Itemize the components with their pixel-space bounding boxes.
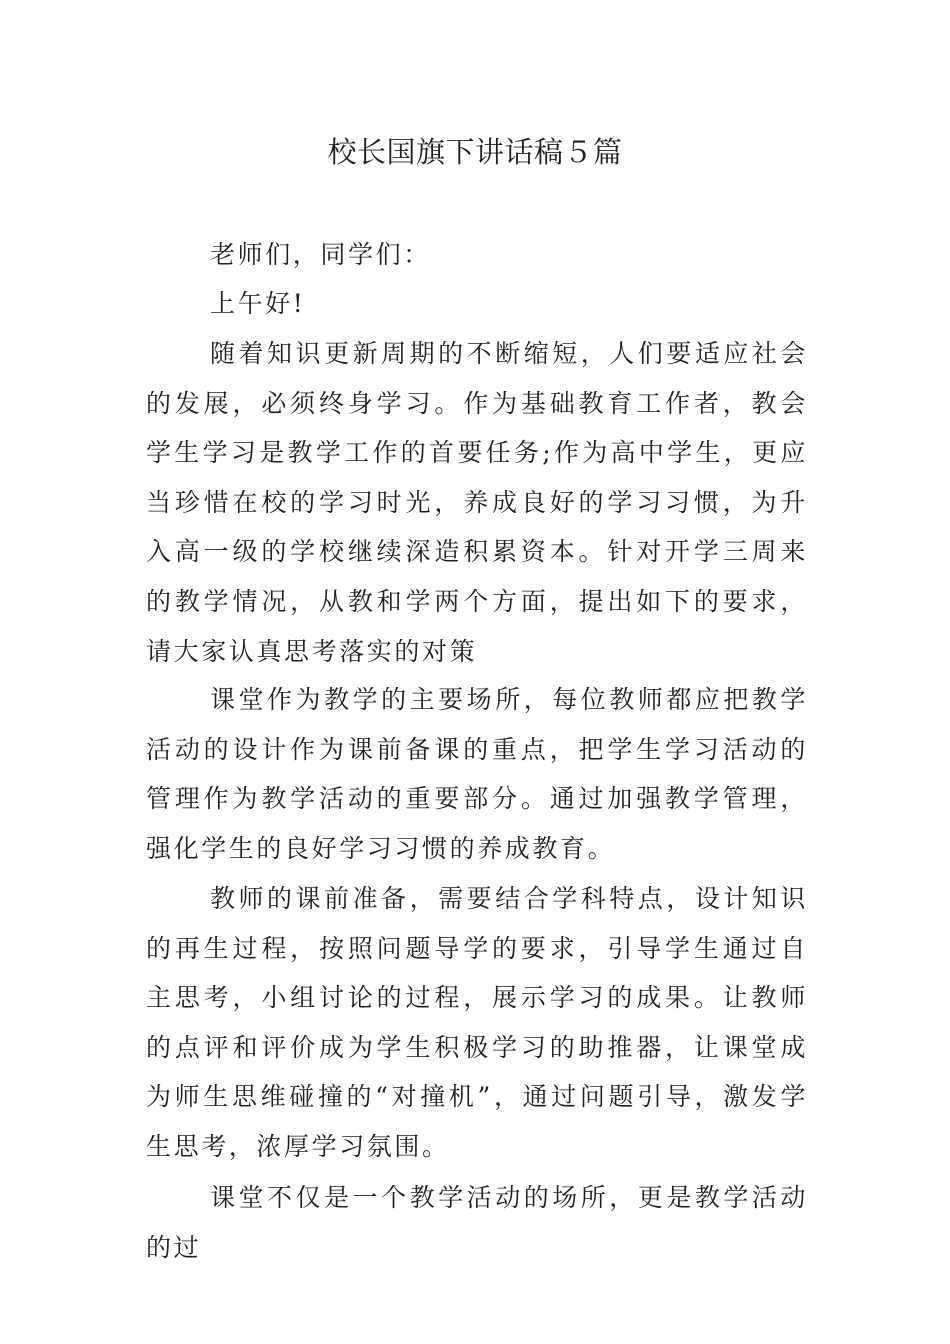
salutation-line: 上午好! (210, 289, 306, 318)
paragraph-1: 随着知识更新周期的不断缩短，人们要适应社会的发展，必须终身学习。作为基础教育工作者，教会学生学习是教学工作的首要任务;作为高中学生，更应当珍惜在校的学习时光，养成良好的学习习惯，为升入高一级的学校继续深造积累资本。针对开学三周来的教学情况，从教和学两个方面，提出如下的要求，请大家认真思考落实的对策 (146, 339, 808, 666)
paragraph-2: 课堂作为教学的主要场所，每位教师都应把教学活动的设计作为课前备课的重点，把学生学习活动的管理作为教学活动的重要部分。通过加强教学管理，强化学生的良好学习习惯的养成教育。 (146, 685, 808, 863)
paragraph-4: 课堂不仅是一个教学活动的场所，更是教学活动的过 (146, 1183, 808, 1262)
document-title: 校长国旗下讲话稿５篇 (327, 135, 623, 169)
greeting-line: 老师们，同学们： (210, 240, 431, 269)
paragraph-3: 教师的课前准备，需要结合学科特点，设计知识的再生过程，按照问题导学的要求，引导学生通过自主思考，小组讨论的过程，展示学习的成果。让教师的点评和评价成为学生积极学习的助推器，让课堂成为师生思维碰撞的“对撞机”，通过问题引导，激发学生思考，浓厚学习氛围。 (146, 884, 808, 1161)
